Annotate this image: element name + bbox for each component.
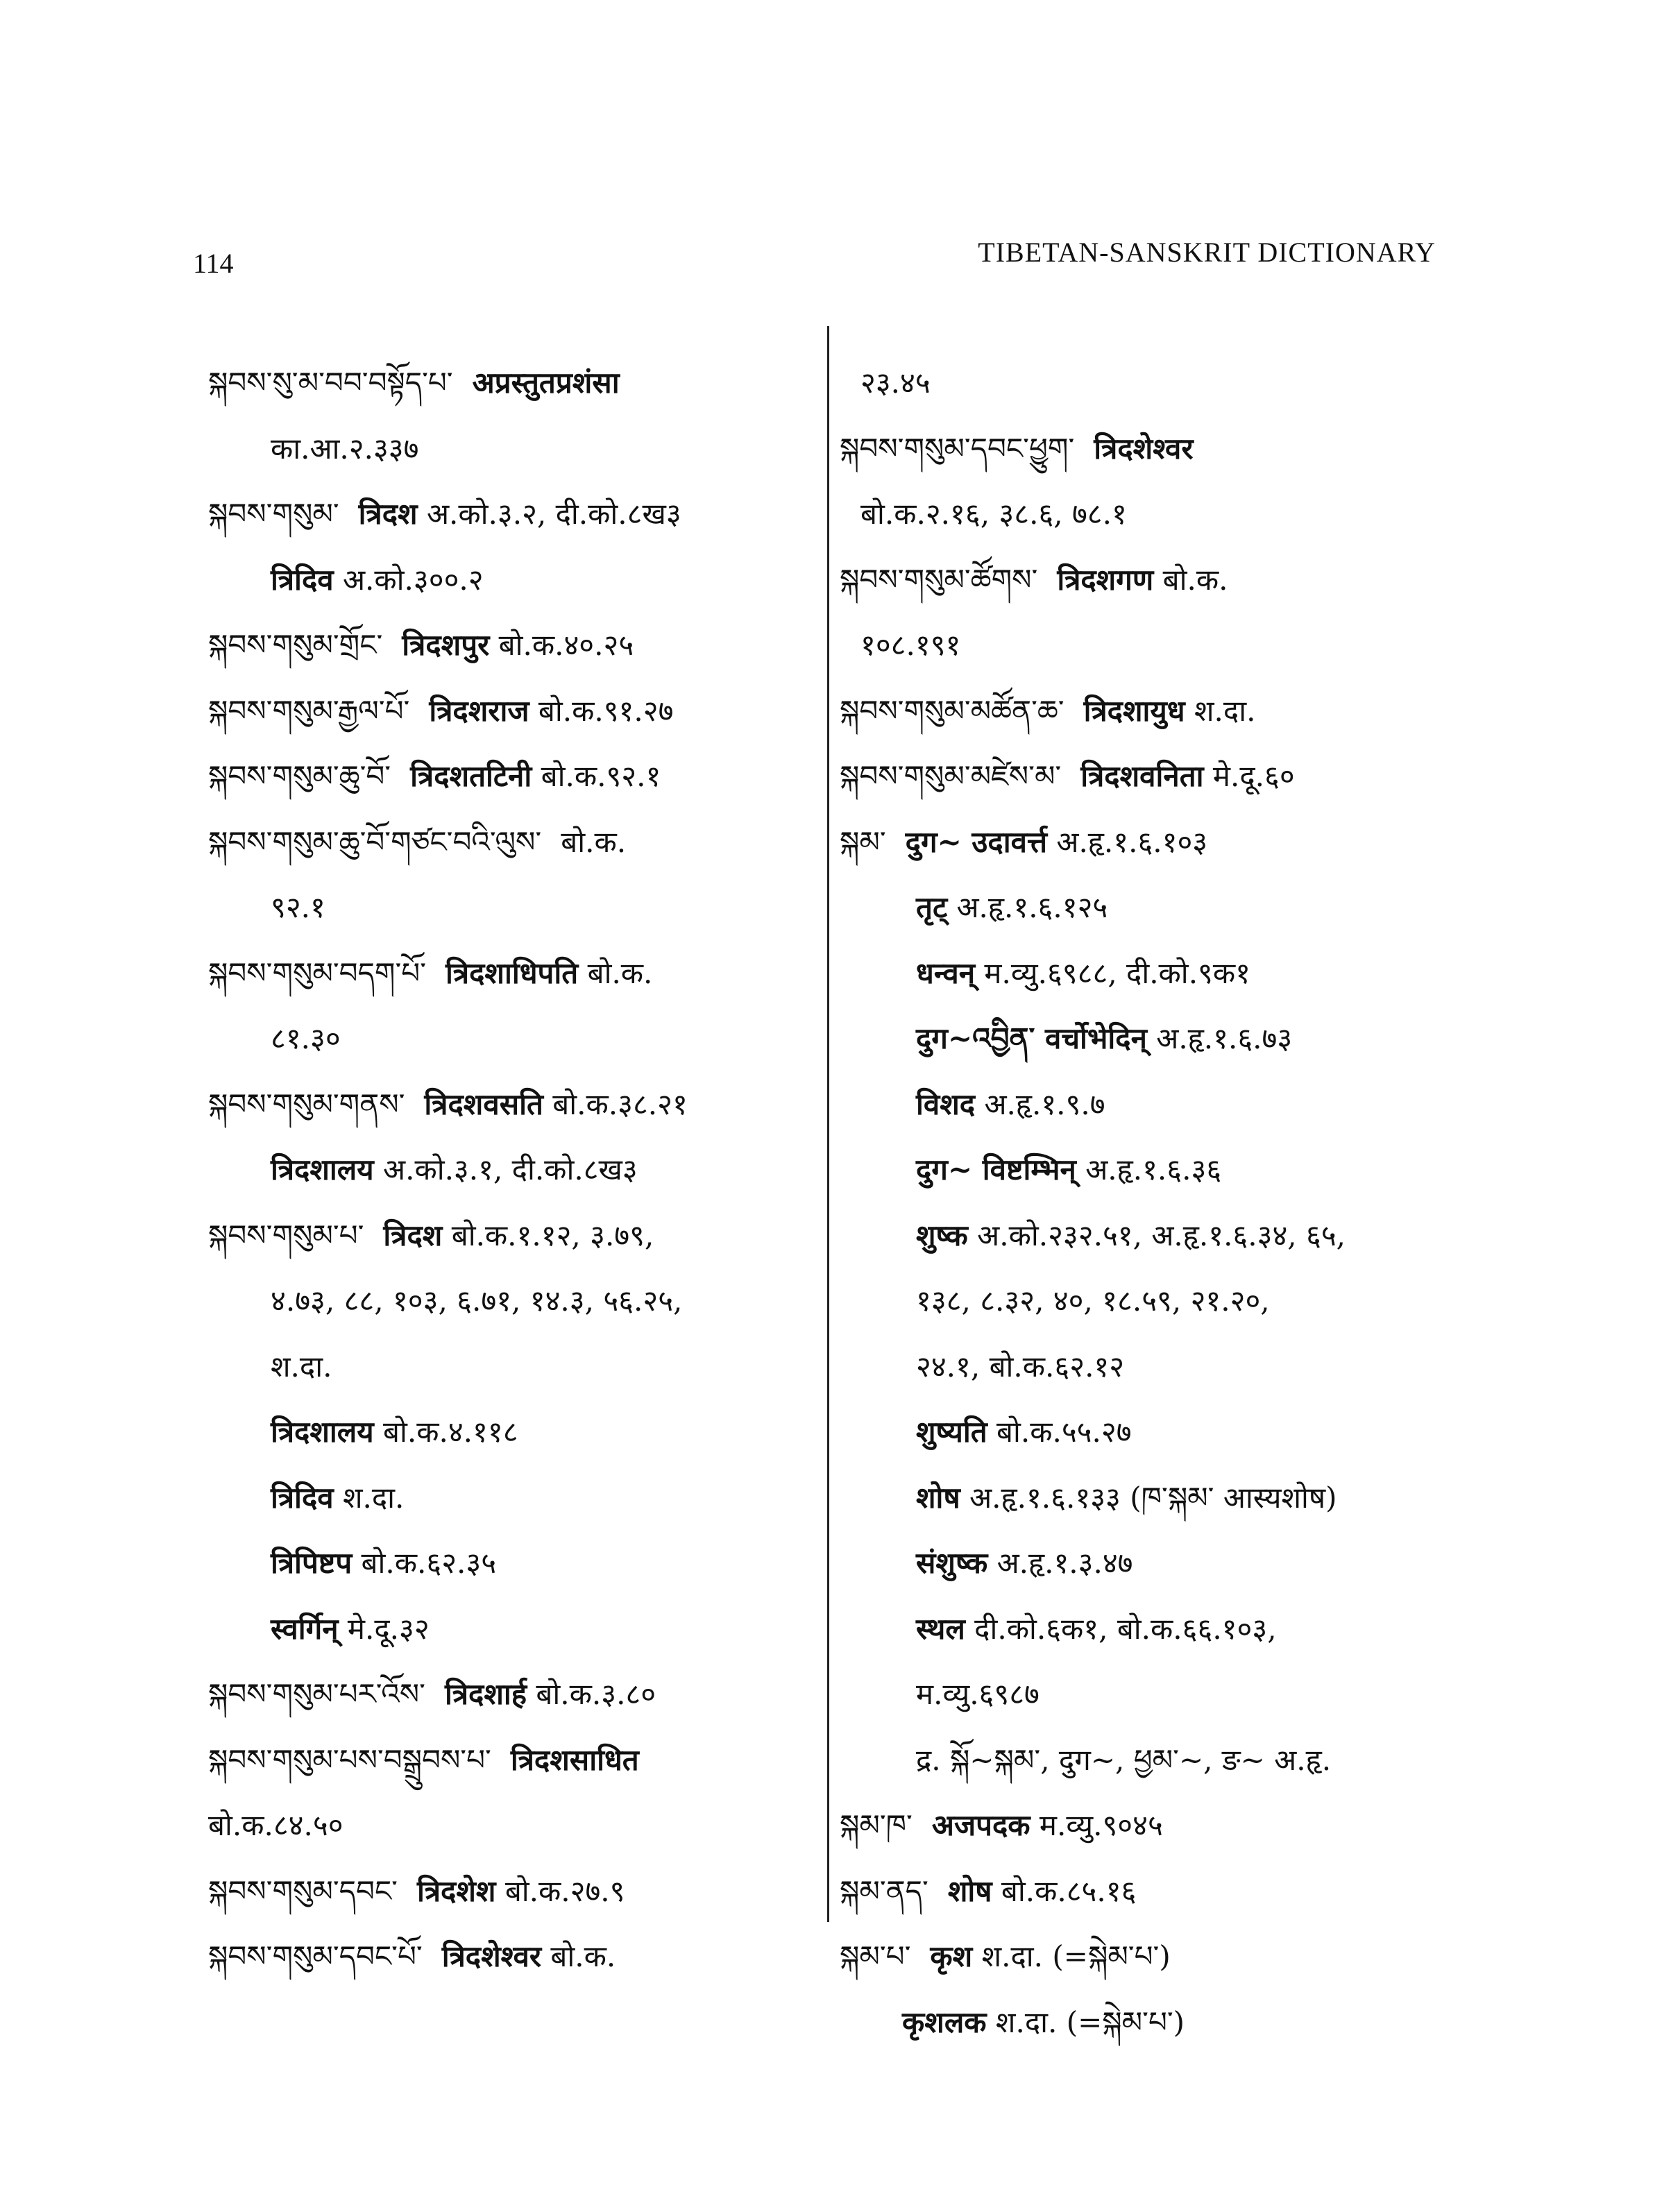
source-reference: अ.हृ.१.३.४७ xyxy=(996,1546,1133,1580)
dictionary-line xyxy=(840,1072,1464,1138)
dictionary-line xyxy=(840,875,1464,941)
right-column xyxy=(840,350,1464,2055)
tibetan-headword: སྐམ་ཁ་ xyxy=(840,1808,913,1842)
tibetan-headword: སྐབས་གསུམ་ཆུ་བོ་ xyxy=(208,759,391,793)
dictionary-line xyxy=(208,1399,812,1465)
sanskrit-equivalent: अजपदक xyxy=(931,1808,1030,1842)
source-reference: का.आ.२.३३७ xyxy=(271,431,419,466)
tibetan-headword: སྐབས་གསུམ་པར་འོས་ xyxy=(208,1677,425,1711)
dictionary-line xyxy=(840,1268,1464,1334)
tibetan-headword: སྐབས་གསུམ་ xyxy=(208,497,339,531)
dictionary-line xyxy=(840,482,1464,547)
source-reference: श.दा. xyxy=(342,1480,405,1515)
source-reference: २३.४५ xyxy=(860,366,931,400)
dictionary-line xyxy=(208,679,812,745)
tibetan-headword: སྐབས་གསུམ་མཛེས་མ་ xyxy=(840,759,1062,793)
sanskrit-equivalent: त्रिदशार्ह xyxy=(444,1677,527,1711)
tibetan-headword: སྐབས་གསུམ་པས་བསྒྲུབས་པ་ xyxy=(208,1742,491,1777)
dictionary-line xyxy=(840,1006,1464,1072)
dictionary-line xyxy=(208,1465,812,1531)
source-reference: बो.क. xyxy=(550,1939,616,1973)
sanskrit-equivalent: त्रिदशसाधित xyxy=(510,1742,639,1777)
sanskrit-equivalent: त्रिदशतटिनी xyxy=(410,759,532,793)
source-reference: ९२.१ xyxy=(271,890,325,924)
dictionary-line xyxy=(840,1728,1464,1794)
running-head: TIBETAN-SANSKRIT DICTIONARY xyxy=(978,237,1436,268)
sanskrit-equivalent: शोष xyxy=(916,1480,960,1515)
source-reference: १०८.१९१ xyxy=(860,628,961,662)
source-reference: अ.हृ.१.६.१२५ xyxy=(956,890,1108,924)
sanskrit-equivalent: त्रिदश xyxy=(383,1218,443,1252)
source-reference: म.व्यु.६९८७ xyxy=(916,1677,1040,1711)
source-reference: बो.क.८४.५० xyxy=(208,1808,343,1842)
dictionary-line xyxy=(840,350,1464,416)
sanskrit-equivalent: अप्रस्तुतप्रशंसा xyxy=(472,366,620,400)
dictionary-line xyxy=(840,744,1464,810)
dictionary-line xyxy=(208,1072,812,1138)
source-reference: अ.हृ.१.६.१३३ (ཁ་སྐམ་ आस्यशोष) xyxy=(969,1480,1337,1515)
dictionary-line xyxy=(840,1990,1464,2056)
source-reference: बो.क.४.११८ xyxy=(383,1415,518,1449)
source-reference: अ.को.३.१, दी.को.८ख३ xyxy=(383,1152,638,1186)
source-reference: बो.क. xyxy=(587,955,653,990)
dictionary-line xyxy=(840,613,1464,679)
dictionary-line xyxy=(208,416,812,482)
source-reference: बो.क. xyxy=(1162,562,1228,597)
source-reference: अ.हृ.१.६.७३ xyxy=(1156,1021,1293,1055)
source-reference: अ.हृ.१.९.७ xyxy=(984,1087,1105,1121)
source-reference: ४.७३, ८८, १०३, ६.७१, १४.३, ५६.२५, xyxy=(271,1284,683,1318)
dictionary-line xyxy=(840,1924,1464,1990)
sanskrit-equivalent: स्थल xyxy=(916,1611,965,1646)
dictionary-line xyxy=(208,1203,812,1269)
sanskrit-equivalent: त्रिदशगण xyxy=(1057,562,1154,597)
sanskrit-equivalent: त्रिदशवनिता xyxy=(1080,759,1204,793)
source-reference: अ.हृ.१.६.१०३ xyxy=(1056,824,1208,859)
dictionary-line xyxy=(840,1859,1464,1925)
tibetan-headword: སྐབས་གསུམ་དབང་པོ་ xyxy=(208,1939,423,1973)
sanskrit-equivalent: त्रिदशालय xyxy=(271,1152,374,1186)
page-number: 114 xyxy=(193,248,234,279)
dictionary-line xyxy=(208,810,812,876)
column-divider xyxy=(827,326,829,1922)
source-reference: बो.क.२७.९ xyxy=(504,1873,625,1908)
dictionary-line xyxy=(208,350,812,416)
source-reference: बो.क.१.१२, ३.७९, xyxy=(451,1218,654,1252)
sanskrit-equivalent: त्रिदशायुध xyxy=(1083,693,1185,728)
dictionary-line xyxy=(208,482,812,547)
dictionary-line xyxy=(208,1334,812,1400)
source-reference: श.दा. xyxy=(271,1349,332,1384)
dictionary-line xyxy=(840,1203,1464,1269)
dictionary-line xyxy=(208,1006,812,1072)
dictionary-line xyxy=(208,744,812,810)
sanskrit-equivalent: शुष्क xyxy=(916,1218,968,1252)
sanskrit-equivalent: त्रिदशपुर xyxy=(402,628,490,662)
dictionary-line xyxy=(840,810,1464,876)
dictionary-line xyxy=(840,1334,1464,1400)
sanskrit-equivalent: दुग~འབྱིན་ वर्चोभेदिन् xyxy=(916,1021,1147,1055)
tibetan-headword: སྐམ་པ་ xyxy=(840,1939,911,1973)
source-reference: मे.दू.३२ xyxy=(347,1611,430,1646)
tibetan-headword: སྐབས་གསུམ་མཚོན་ཆ་ xyxy=(840,693,1064,728)
sanskrit-equivalent: दुग~ उदावर्त्त xyxy=(905,824,1047,859)
left-column xyxy=(208,350,812,1990)
tibetan-headword: སྐབས་སུ་མ་བབ་བསྟོད་པ་ xyxy=(208,366,453,400)
source-reference: बो.क.९१.२७ xyxy=(538,693,674,728)
dictionary-line xyxy=(840,547,1464,613)
sanskrit-equivalent: धन्वन् xyxy=(916,955,976,990)
dictionary-line xyxy=(208,1662,812,1728)
sanskrit-equivalent: त्रिदशेश्वर xyxy=(441,1939,542,1973)
source-reference: बो.क.२.१६, ३८.६, ७८.१ xyxy=(860,497,1127,531)
dictionary-line xyxy=(840,1793,1464,1859)
source-reference: बो.क.८५.१६ xyxy=(1001,1873,1137,1908)
source-reference: बो.क.६२.३५ xyxy=(361,1546,497,1580)
dictionary-line xyxy=(208,1597,812,1662)
source-reference: म.व्यु.९०४५ xyxy=(1039,1808,1163,1842)
tibetan-headword: སྐབས་གསུམ་གྲོང་ xyxy=(208,628,383,662)
sanskrit-equivalent: त्रिदिव xyxy=(271,1480,334,1515)
source-reference: अ.को.२३२.५१, अ.हृ.१.६.३४, ६५, xyxy=(977,1218,1346,1252)
dictionary-line xyxy=(208,1859,812,1925)
sanskrit-equivalent: त्रिदशवसति xyxy=(424,1087,543,1121)
tibetan-headword: སྐབས་གསུམ་གནས་ xyxy=(208,1087,405,1121)
sanskrit-equivalent: शुष्यति xyxy=(916,1415,987,1449)
dictionary-line xyxy=(208,1137,812,1203)
source-reference: श.दा. (=སྐེམ་པ་) xyxy=(981,1939,1171,1973)
tibetan-headword: སྐམ་ནད་ xyxy=(840,1873,928,1908)
source-reference: ८१.३० xyxy=(271,1021,341,1055)
dictionary-line xyxy=(208,613,812,679)
dictionary-line xyxy=(840,679,1464,745)
tibetan-headword: སྐབས་གསུམ་དབང་ xyxy=(208,1873,398,1908)
source-reference: बो.क.३८.२१ xyxy=(552,1087,688,1121)
dictionary-line xyxy=(840,1662,1464,1728)
dictionary-line xyxy=(840,1465,1464,1531)
tibetan-headword: སྐབས་གསུམ་ཚོགས་ xyxy=(840,562,1038,597)
source-reference: म.व्यु.६९८८, दी.को.९क१ xyxy=(984,955,1250,990)
tibetan-headword: སྐབས་གསུམ་པ་ xyxy=(208,1218,364,1252)
sanskrit-equivalent: तृट् xyxy=(916,890,948,924)
sanskrit-equivalent: त्रिदशेश xyxy=(416,1873,496,1908)
sanskrit-equivalent: कृशलक xyxy=(902,2005,987,2039)
source-reference: अ.को.३.२, दी.को.८ख३ xyxy=(426,497,681,531)
sanskrit-equivalent: त्रिपिष्टप xyxy=(271,1546,353,1580)
tibetan-headword: སྐབས་གསུམ་རྒྱལ་པོ་ xyxy=(208,693,410,728)
source-reference: दी.को.६क१, बो.क.६६.१०३, xyxy=(974,1611,1277,1646)
dictionary-line xyxy=(840,941,1464,1007)
sanskrit-equivalent: त्रिदिव xyxy=(271,562,334,597)
sanskrit-equivalent: कृश xyxy=(930,1939,973,1973)
dictionary-line xyxy=(208,1268,812,1334)
source-reference: बो.क.३.८० xyxy=(536,1677,656,1711)
source-reference: बो.क.५५.२७ xyxy=(996,1415,1132,1449)
source-reference: २४.१, बो.क.६२.१२ xyxy=(916,1349,1125,1384)
tibetan-headword: སྐབས་གསུམ་ཆུ་བོ་གཙང་བའི་ལུས་ xyxy=(208,824,542,859)
sanskrit-equivalent: दुग~ विष्टम्भिन् xyxy=(916,1152,1076,1186)
source-reference: मे.दू.६० xyxy=(1212,759,1295,793)
dictionary-line xyxy=(840,1531,1464,1597)
sanskrit-equivalent: त्रिदशेश्वर xyxy=(1094,431,1194,466)
sanskrit-equivalent: शोष xyxy=(947,1873,992,1908)
source-reference: १३८, ८.३२, ४०, १८.५९, २१.२०, xyxy=(916,1284,1270,1318)
dictionary-line xyxy=(208,1924,812,1990)
sanskrit-equivalent: त्रिदशराज xyxy=(429,693,529,728)
dictionary-line xyxy=(840,1597,1464,1662)
tibetan-headword: སྐབས་གསུམ་བདག་པོ་ xyxy=(208,955,427,990)
dictionary-line xyxy=(208,1531,812,1597)
dictionary-line xyxy=(208,547,812,613)
dictionary-line xyxy=(208,941,812,1007)
sanskrit-equivalent: त्रिदशालय xyxy=(271,1415,374,1449)
dictionary-line xyxy=(208,1728,812,1794)
source-reference: श.दा. xyxy=(1194,693,1256,728)
source-reference: बो.क.४०.२५ xyxy=(498,628,634,662)
dictionary-line xyxy=(208,1793,812,1859)
sanskrit-equivalent: संशुष्क xyxy=(916,1546,988,1580)
sanskrit-equivalent: स्वर्गिन् xyxy=(271,1611,339,1646)
tibetan-headword: སྐམ་ xyxy=(840,824,886,859)
dictionary-line xyxy=(208,875,812,941)
dictionary-line xyxy=(840,1399,1464,1465)
sanskrit-equivalent: विशद xyxy=(916,1087,976,1121)
dictionary-line xyxy=(840,1137,1464,1203)
source-reference: श.दा. (=སྐེམ་པ་) xyxy=(995,2005,1185,2039)
source-reference: द्र. སྐོ~སྐམ་, दुग~, ཕྱམ་~, ङ~ अ.हृ. xyxy=(916,1742,1332,1777)
source-reference: अ.हृ.१.६.३६ xyxy=(1085,1152,1222,1186)
sanskrit-equivalent: त्रिदशाधिपति xyxy=(446,955,579,990)
dictionary-line xyxy=(840,416,1464,482)
sanskrit-equivalent: त्रिदश xyxy=(358,497,418,531)
tibetan-headword: སྐབས་གསུམ་དབང་ཕྱུག་ xyxy=(840,431,1075,466)
source-reference: बो.क.९२.१ xyxy=(541,759,661,793)
source-reference: बो.क. xyxy=(561,824,627,859)
source-reference: अ.को.३००.२ xyxy=(342,562,484,597)
